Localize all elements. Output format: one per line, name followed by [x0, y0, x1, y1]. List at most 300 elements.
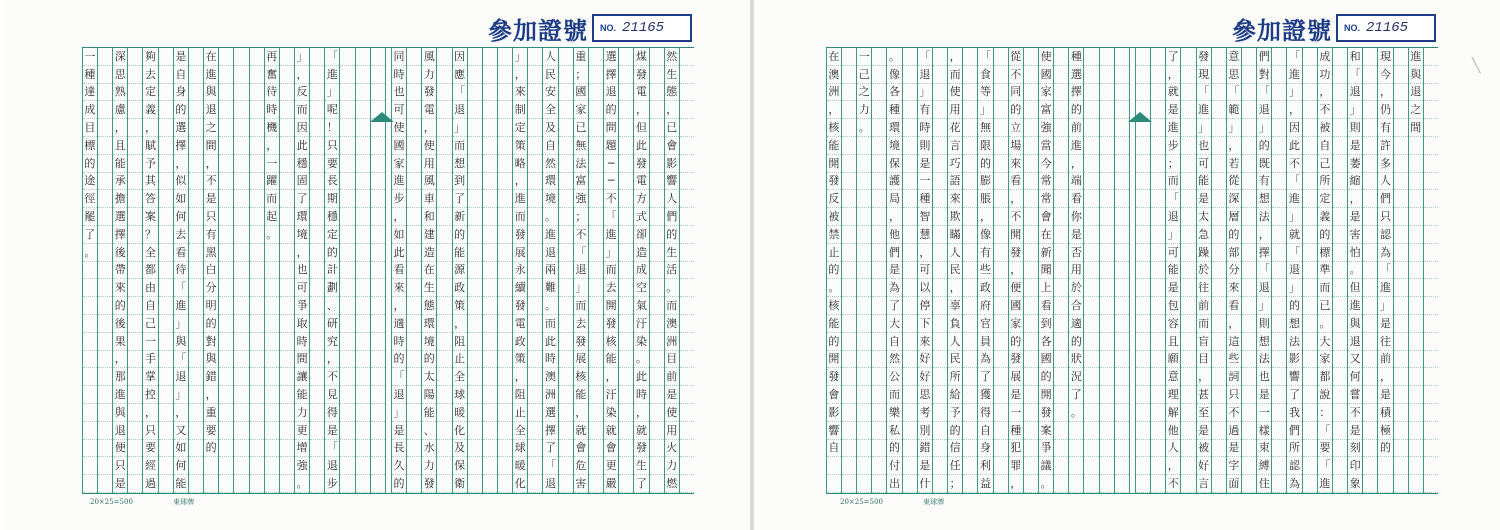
ruby-cell: [1333, 119, 1347, 137]
manuscript-cell: ，: [1257, 226, 1271, 244]
manuscript-cell: 」: [174, 315, 188, 333]
manuscript-cell: 全: [143, 244, 157, 262]
ruby-cell: [1424, 48, 1438, 66]
manuscript-cell: [234, 208, 248, 226]
ruby-cell: [872, 173, 886, 191]
ruby-cell: [98, 155, 112, 173]
ruby-cell: [98, 368, 112, 386]
manuscript-cell: 生: [634, 457, 648, 475]
ruby-cell: [219, 208, 233, 226]
manuscript-cell: 。: [857, 119, 871, 137]
ruby-cell: [280, 351, 294, 369]
ruby-cell: [1242, 226, 1256, 244]
manuscript-cell: 合: [1069, 297, 1083, 315]
fold-marker-icon: [1128, 112, 1152, 122]
ruby-cell: [872, 190, 886, 208]
ruby-cell: [1024, 84, 1038, 102]
manuscript-cell: [857, 315, 871, 333]
ruby-cell: [842, 66, 856, 84]
manuscript-cell: 束: [1257, 440, 1271, 458]
manuscript-cell: 間: [295, 351, 309, 369]
manuscript-cell: ；: [948, 475, 962, 493]
ruby-cell: [1272, 422, 1286, 440]
manuscript-cell: 得: [978, 404, 992, 422]
ruby-cell: [1242, 440, 1256, 458]
ruby-cell: [933, 386, 947, 404]
ruby-cell: [559, 66, 573, 84]
ruby-cell: [1394, 208, 1408, 226]
manuscript-cell: 被: [1318, 119, 1332, 137]
manuscript-cell: 過: [143, 475, 157, 493]
manuscript-cell: 是: [325, 422, 339, 440]
manuscript-cell: 慮: [113, 101, 127, 119]
ruby-cell: [1054, 422, 1068, 440]
manuscript-cell: 去: [574, 315, 588, 333]
ruby-cell: [994, 208, 1008, 226]
ruby-cell: [98, 315, 112, 333]
manuscript-cell: 往: [1378, 333, 1392, 351]
ruby-cell: [407, 457, 421, 475]
ruby-cell: [1151, 422, 1165, 440]
manuscript-cell: 「: [1166, 190, 1180, 208]
ruby-cell: [128, 404, 142, 422]
fold-marker-icon: [370, 112, 394, 122]
ruby-cell: [963, 66, 977, 84]
ruby-cell: [1212, 457, 1226, 475]
manuscript-cell: 且: [1166, 333, 1180, 351]
manuscript-cell: 可: [1166, 244, 1180, 262]
ruby-cell: [280, 386, 294, 404]
manuscript-cell: 為: [1287, 475, 1301, 493]
manuscript-cell: 積: [1378, 404, 1392, 422]
manuscript-cell: 害: [1348, 226, 1362, 244]
ruby-cell: [250, 386, 264, 404]
manuscript-cell: 標: [1318, 244, 1332, 262]
ruby-cell: [1303, 84, 1317, 102]
manuscript-cell: [1409, 386, 1423, 404]
manuscript-cell: 全: [543, 101, 557, 119]
manuscript-cell: 好: [1197, 457, 1211, 475]
manuscript-cell: 有: [1378, 119, 1392, 137]
writing-column: [203, 48, 218, 493]
ruby-cell: [933, 155, 947, 173]
manuscript-cell: 樂: [887, 404, 901, 422]
manuscript-cell: ，: [453, 315, 467, 333]
ruby-cell: [1272, 84, 1286, 102]
manuscript-cell: 法: [574, 155, 588, 173]
manuscript-cell: 太: [1197, 208, 1211, 226]
ruby-cell: [1394, 315, 1408, 333]
manuscript-cell: 「: [1197, 84, 1211, 102]
ruby-cell: [933, 297, 947, 315]
ruby-cell: [1181, 368, 1195, 386]
ruby-cell: [1333, 244, 1347, 262]
ruby-cell: [1212, 351, 1226, 369]
ruby-cell: [189, 297, 203, 315]
ruby-cell: [842, 297, 856, 315]
ruby-cell: [842, 279, 856, 297]
ruby-cell: [933, 190, 947, 208]
ruby-cell: [219, 457, 233, 475]
manuscript-cell: 」: [513, 48, 527, 66]
manuscript-cell: ，: [948, 279, 962, 297]
ruby-cell: [1363, 422, 1377, 440]
ruby-cell: [280, 333, 294, 351]
ruby-cell: [1242, 244, 1256, 262]
manuscript-cell: 對: [204, 333, 218, 351]
manuscript-cell: 化: [453, 422, 467, 440]
ruby-cell: [250, 422, 264, 440]
manuscript-cell: ，: [1287, 101, 1301, 119]
ruby-cell: [842, 333, 856, 351]
writing-column: [173, 48, 188, 493]
ruby-cell: [310, 173, 324, 191]
manuscript-cell: 兩: [543, 262, 557, 280]
writing-column: [841, 48, 856, 493]
ruby-cell: [619, 297, 633, 315]
manuscript-cell: [1100, 119, 1114, 137]
manuscript-cell: 進: [543, 226, 557, 244]
ruby-cell: [1181, 475, 1195, 493]
manuscript-cell: 自: [827, 440, 841, 458]
manuscript-cell: 議: [1039, 457, 1053, 475]
manuscript-cell: 發: [827, 173, 841, 191]
manuscript-cell: [356, 315, 370, 333]
ruby-cell: [1303, 208, 1317, 226]
writing-column: [1317, 48, 1332, 493]
manuscript-cell: 保: [887, 155, 901, 173]
ruby-cell: [1151, 351, 1165, 369]
manuscript-cell: 的: [1009, 101, 1023, 119]
manuscript-cell: 不: [604, 190, 618, 208]
ruby-cell: [680, 475, 694, 493]
ruby-cell: [650, 386, 664, 404]
ruby-cell: [842, 84, 856, 102]
ruby-cell: [1394, 119, 1408, 137]
manuscript-cell: 種: [918, 190, 932, 208]
ruby-cell: [1151, 190, 1165, 208]
ruby-cell: [680, 315, 694, 333]
manuscript-cell: 政: [978, 279, 992, 297]
ruby-cell: [159, 137, 173, 155]
manuscript-cell: 控: [143, 386, 157, 404]
ruby-cell: [650, 244, 664, 262]
manuscript-cell: 賦: [143, 137, 157, 155]
manuscript-cell: ，: [204, 155, 218, 173]
ruby-cell: [1115, 173, 1129, 191]
writing-column: [947, 48, 962, 493]
ruby-cell: [963, 422, 977, 440]
writing-column: [112, 48, 127, 493]
ruby-cell: [1212, 137, 1226, 155]
ruby-cell: [371, 137, 385, 155]
ruby-cell: [994, 155, 1008, 173]
manuscript-cell: 想: [453, 155, 467, 173]
manuscript-cell: [483, 368, 497, 386]
ruby-cell: [528, 351, 542, 369]
manuscript-cell: 的: [827, 262, 841, 280]
ruby-cell: [1181, 315, 1195, 333]
manuscript-cell: 穩: [295, 155, 309, 173]
writing-column: [871, 48, 886, 493]
writing-column: [558, 48, 573, 493]
ruby-cell: [963, 297, 977, 315]
ruby-cell: [1242, 351, 1256, 369]
manuscript-cell: [1100, 404, 1114, 422]
ruby-cell: [994, 101, 1008, 119]
manuscript-cell: 怕: [1348, 244, 1362, 262]
manuscript-cell: 而: [543, 315, 557, 333]
manuscript-cell: 家: [574, 101, 588, 119]
manuscript-cell: 不: [1348, 404, 1362, 422]
manuscript-cell: 常: [1039, 173, 1053, 191]
manuscript-cell: 響: [1287, 368, 1301, 386]
ruby-cell: [437, 386, 451, 404]
writing-column: [339, 48, 354, 493]
ruby-cell: [903, 48, 917, 66]
ruby-cell: [250, 457, 264, 475]
manuscript-cell: 「: [1318, 422, 1332, 440]
manuscript-cell: 澳: [665, 315, 679, 333]
manuscript-cell: [1100, 297, 1114, 315]
manuscript-cell: 些: [978, 262, 992, 280]
ruby-cell: [994, 440, 1008, 458]
manuscript-cell: 不: [1009, 208, 1023, 226]
ruby-cell: [1242, 101, 1256, 119]
manuscript-cell: [1409, 457, 1423, 475]
ruby-cell: [468, 155, 482, 173]
manuscript-cell: ，: [422, 119, 436, 137]
ruby-cell: [1394, 66, 1408, 84]
manuscript-cell: [356, 440, 370, 458]
ruby-cell: [528, 457, 542, 475]
manuscript-cell: 別: [918, 422, 932, 440]
manuscript-cell: 樣: [1257, 422, 1271, 440]
ruby-cell: [1024, 173, 1038, 191]
manuscript-cell: 法: [1257, 351, 1271, 369]
ruby-cell: [128, 119, 142, 137]
manuscript-cell: 一: [265, 155, 279, 173]
writing-column: [309, 48, 324, 493]
ruby-cell: [498, 440, 512, 458]
ruby-cell: [680, 351, 694, 369]
ruby-cell: [903, 333, 917, 351]
manuscript-cell: 案: [1039, 422, 1053, 440]
manuscript-cell: 象: [1348, 475, 1362, 493]
ruby-cell: [159, 190, 173, 208]
ruby-cell: [498, 457, 512, 475]
ruby-cell: [219, 333, 233, 351]
manuscript-cell: ，: [1227, 137, 1241, 155]
manuscript-cell: 前: [1197, 297, 1211, 315]
ruby-cell: [98, 173, 112, 191]
manuscript-cell: 策: [513, 351, 527, 369]
manuscript-cell: [857, 475, 871, 493]
ruby-cell: [468, 351, 482, 369]
ruby-cell: [903, 84, 917, 102]
ruby-cell: [407, 173, 421, 191]
manuscript-cell: 難: [543, 279, 557, 297]
manuscript-cell: 是: [1227, 440, 1241, 458]
ruby-cell: [589, 155, 603, 173]
ruby-cell: [842, 422, 856, 440]
ruby-cell: [1054, 226, 1068, 244]
ruby-cell: [994, 297, 1008, 315]
ruby-cell: [310, 262, 324, 280]
ruby-cell: [1115, 262, 1129, 280]
ruby-cell: [963, 137, 977, 155]
manuscript-cell: [234, 137, 248, 155]
ruby-cell: [1054, 119, 1068, 137]
ruby-cell: [1242, 386, 1256, 404]
ruby-cell: [468, 101, 482, 119]
manuscript-cell: 各: [1039, 333, 1053, 351]
manuscript-cell: [1409, 315, 1423, 333]
manuscript-cell: 詞: [1227, 368, 1241, 386]
ruby-cell: [1024, 351, 1038, 369]
manuscript-cell: ，: [1009, 262, 1023, 280]
manuscript-cell: 能: [295, 386, 309, 404]
manuscript-cell: 夠: [143, 48, 157, 66]
manuscript-cell: 的: [1318, 226, 1332, 244]
manuscript-cell: ─: [604, 155, 618, 173]
manuscript-cell: 嘗: [1348, 386, 1362, 404]
manuscript-cell: 電: [422, 101, 436, 119]
ruby-cell: [498, 333, 512, 351]
manuscript-cell: 用: [1069, 262, 1083, 280]
ruby-cell: [1084, 279, 1098, 297]
ruby-cell: [280, 244, 294, 262]
ruby-cell: [1024, 262, 1038, 280]
manuscript-cell: 有: [978, 244, 992, 262]
manuscript-cell: ？: [143, 226, 157, 244]
ruby-cell: [842, 386, 856, 404]
manuscript-cell: 了: [83, 226, 97, 244]
ruby-cell: [650, 84, 664, 102]
ruby-cell: [371, 457, 385, 475]
ruby-cell: [128, 48, 142, 66]
manuscript-cell: [265, 351, 279, 369]
manuscript-cell: [265, 279, 279, 297]
manuscript-cell: [1136, 66, 1150, 84]
manuscript-cell: [234, 333, 248, 351]
manuscript-cell: 又: [174, 422, 188, 440]
manuscript-cell: ！: [325, 119, 339, 137]
ruby-cell: [528, 297, 542, 315]
ruby-cell: [159, 101, 173, 119]
manuscript-cell: 更: [604, 457, 618, 475]
ruby-cell: [619, 244, 633, 262]
ruby-cell: [589, 404, 603, 422]
manuscript-cell: [356, 66, 370, 84]
ruby-cell: [189, 244, 203, 262]
ruby-cell: [371, 244, 385, 262]
ruby-cell: [619, 262, 633, 280]
ruby-cell: [189, 48, 203, 66]
ruby-cell: [994, 244, 1008, 262]
ruby-cell: [159, 422, 173, 440]
ruby-cell: [340, 386, 354, 404]
entry-number-prefix: NO.: [600, 23, 617, 33]
ruby-cell: [1024, 404, 1038, 422]
manuscript-cell: 進: [1378, 279, 1392, 297]
manuscript-cell: 人: [665, 190, 679, 208]
manuscript-cell: 」: [978, 101, 992, 119]
ruby-cell: [98, 208, 112, 226]
manuscript-cell: 進: [1318, 475, 1332, 493]
ruby-cell: [903, 457, 917, 475]
writing-column: [679, 48, 694, 493]
ruby-cell: [280, 262, 294, 280]
manuscript-cell: 因: [295, 119, 309, 137]
manuscript-cell: 全: [453, 368, 467, 386]
ruby-cell: [468, 475, 482, 493]
ruby-cell: [1115, 66, 1129, 84]
manuscript-cell: ；: [574, 66, 588, 84]
manuscript-cell: 退: [1287, 262, 1301, 280]
manuscript-cell: 到: [1039, 315, 1053, 333]
ruby-cell: [310, 244, 324, 262]
manuscript-page-left: [2, 0, 748, 530]
ruby-cell: [619, 457, 633, 475]
manuscript-cell: ，: [978, 208, 992, 226]
ruby-cell: [1303, 422, 1317, 440]
manuscript-cell: 、: [422, 422, 436, 440]
ruby-cell: [1115, 351, 1129, 369]
manuscript-cell: ，: [1378, 368, 1392, 386]
manuscript-cell: 局: [887, 190, 901, 208]
manuscript-cell: [234, 66, 248, 84]
manuscript-cell: 不: [1287, 155, 1301, 173]
manuscript-cell: 言: [1197, 475, 1211, 493]
ruby-cell: [559, 84, 573, 102]
manuscript-cell: 而: [1197, 315, 1211, 333]
writing-column: [1023, 48, 1038, 493]
manuscript-cell: [1136, 279, 1150, 297]
manuscript-cell: 則: [918, 137, 932, 155]
ruby-cell: [650, 262, 664, 280]
ruby-cell: [1181, 48, 1195, 66]
manuscript-cell: [356, 84, 370, 102]
ruby-cell: [1363, 173, 1377, 191]
manuscript-cell: 之: [857, 84, 871, 102]
manuscript-cell: 像: [978, 226, 992, 244]
manuscript-cell: 也: [295, 262, 309, 280]
ruby-cell: [872, 315, 886, 333]
manuscript-cell: [1100, 244, 1114, 262]
ruby-cell: [98, 119, 112, 137]
manuscript-cell: 此: [1287, 137, 1301, 155]
ruby-cell: [98, 84, 112, 102]
manuscript-cell: 些: [1227, 351, 1241, 369]
ruby-cell: [128, 440, 142, 458]
manuscript-cell: 太: [422, 368, 436, 386]
manuscript-cell: 。: [265, 226, 279, 244]
manuscript-cell: 退: [1166, 208, 1180, 226]
manuscript-cell: 也: [392, 84, 406, 102]
ruby-cell: [1303, 226, 1317, 244]
manuscript-cell: [857, 173, 871, 191]
manuscript-cell: [234, 386, 248, 404]
ruby-cell: [619, 119, 633, 137]
manuscript-cell: 」: [1287, 208, 1301, 226]
manuscript-cell: [356, 190, 370, 208]
manuscript-cell: [1409, 333, 1423, 351]
ruby-cell: [559, 244, 573, 262]
manuscript-cell: [1409, 190, 1423, 208]
manuscript-cell: ；: [1166, 155, 1180, 173]
ruby-cell: [559, 190, 573, 208]
